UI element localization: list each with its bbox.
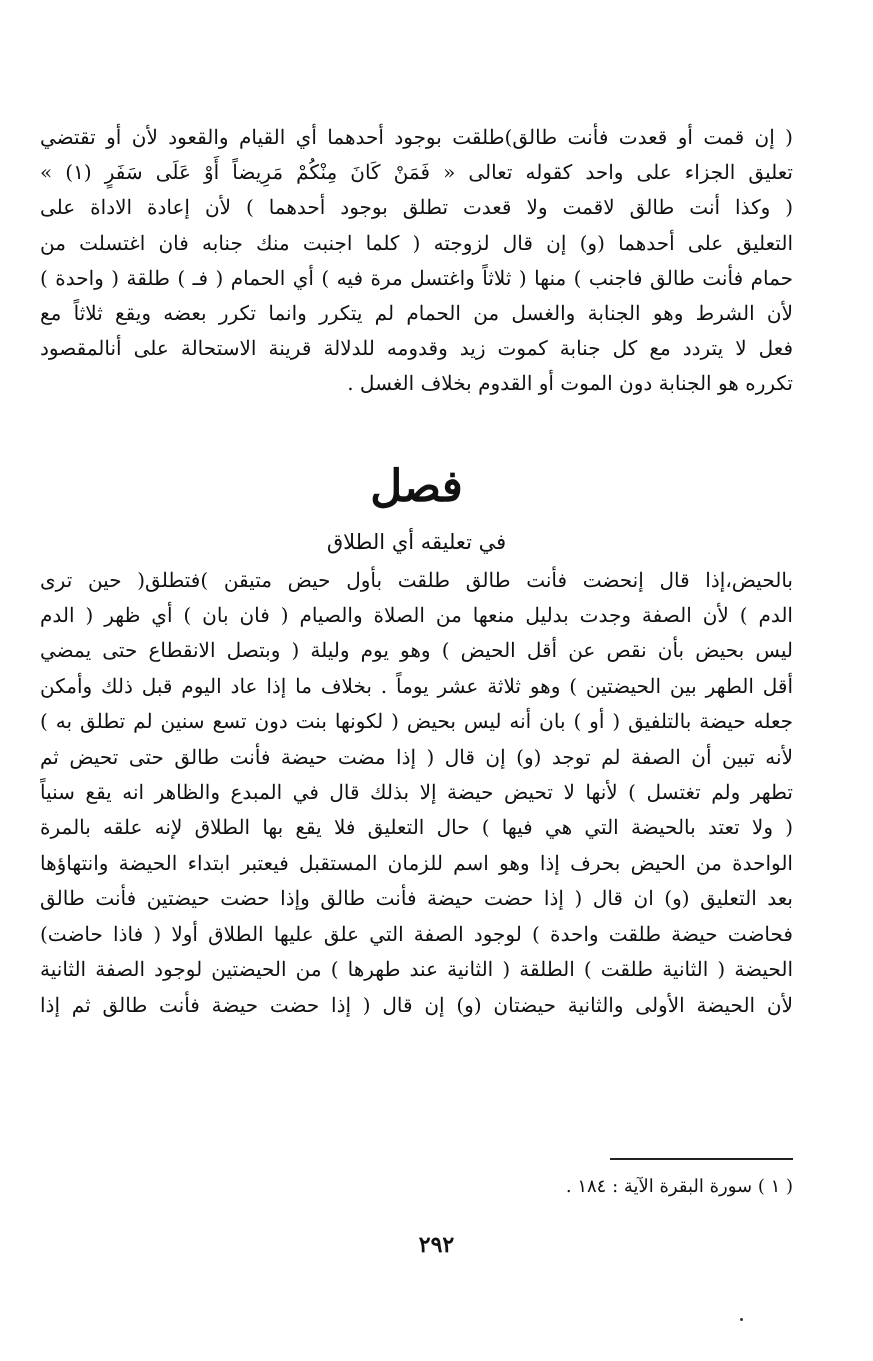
text-line: تطهر ولم تغتسل ) لأنها لا تحيض حيضة إلا بذلك قال في المبدع والظاهر انه يقع سنياً bbox=[40, 780, 793, 805]
text-line: تكرره هو الجنابة دون الموت أو القدوم بخلاف الغسل . bbox=[347, 371, 793, 396]
footnote-divider bbox=[610, 1158, 793, 1160]
text-line: ( وكذا أنت طالق لاقمت ولا قعدت تطلق بوجود أحدهما ) لأن إعادة الاداة على bbox=[40, 195, 793, 220]
text-line: تعليق الجزاء على واحد كقوله تعالى « فَمَنْ كَانَ مِنْكُمْ مَرِيضاً أَوْ عَلَى سَفَرٍ (١) » bbox=[40, 160, 793, 185]
paragraph-1 bbox=[40, 120, 793, 402]
text-line: لأنه تبين أن الصفة لم توجد (و) إن قال ( إذا مضت حيضة فأنت طالق حتى تحيض ثم bbox=[40, 744, 793, 769]
page-body bbox=[40, 120, 793, 1023]
section-subtitle: في تعليقه أي الطلاق bbox=[326, 529, 507, 554]
text-line: لأن الشرط وهو الجنابة والغسل من الحمام لم يتكرر وانما تكرر بعضه ويقع ثلاثاً مع bbox=[40, 301, 793, 326]
text-line: الحيضة ( الثانية طلقت ) الطلقة ( الثانية عند طهرها ) من الحيضتين لوجود الصفة الثانية bbox=[40, 957, 793, 982]
text-line: فحاضت حيضة طلقت واحدة ) لوجود الصفة التي علق عليها الطلاق أولا ( فاذا حاضت) bbox=[40, 921, 793, 946]
scan-speck bbox=[740, 1318, 743, 1321]
text-line: الدم ) لأن الصفة وجدت بدليل منعها من الصلاة والصيام ( فان بان ) أي ظهر ( الدم bbox=[40, 603, 793, 628]
text-line: بعد التعليق (و) ان قال ( إذا حضت حيضة فأنت طالق وإذا حضت حيضتين فأنت طالق bbox=[40, 886, 793, 911]
section-title: فصل bbox=[370, 460, 463, 512]
footnote: ( ١ ) سورة البقرة الآية : ١٨٤ . bbox=[565, 1176, 793, 1197]
text-line: ( ولا تعتد بالحيضة التي هي فيها ) حال التعليق فلا يقع بها الطلاق لإنه علقه بالمرة bbox=[40, 815, 793, 840]
text-line: بالحيض،إذا قال إنحضت فأنت طالق طلقت بأول حيض متيقن )فتطلق( حين ترى bbox=[40, 567, 793, 592]
page-number: ٢٩٢ bbox=[418, 1232, 455, 1258]
text-line: الواحدة من الحيض بحرف إذا وهو اسم للزمان المستقبل فيعتبر ابتداء الحيضة وانتهاؤها bbox=[40, 850, 793, 875]
text-line: أقل الطهر بين الحيضتين ) وهو ثلاثة عشر يوماً . بخلاف ما إذا عاد اليوم قبل ذلك وأمكن bbox=[40, 673, 793, 698]
text-line: جعله حيضة بالتلفيق ( أو ) بان أنه ليس بحيض ( لكونها بنت دون تسع سنين لم تطلق به ) bbox=[40, 709, 793, 734]
paragraph-2 bbox=[40, 563, 793, 1023]
text-line: لأن الحيضة الأولى والثانية حيضتان (و) إن قال ( إذا حضت حيضة فأنت طالق ثم إذا bbox=[40, 992, 793, 1017]
text-line: حمام فأنت طالق فاجنب ) منها ( ثلاثاً واغتسل مرة فيه ) أي الحمام ( فـ ) طلقة ( واحدة ) bbox=[40, 265, 793, 290]
text-line: التعليق على أحدهما (و) إن قال لزوجته ( كلما اجنبت منك جنابه فان اغتسلت من bbox=[40, 230, 793, 255]
text-line: ( إن قمت أو قعدت فأنت طالق)طلقت بوجود أحدهما أي القيام والقعود لأن أو تقتضي bbox=[40, 125, 793, 149]
text-line: فعل لا يتردد مع كل جنابة كموت زيد وقدومه للدلالة قرينة الاستحالة على أنالمقصود bbox=[40, 336, 793, 361]
text-line: ليس بحيض بأن نقص عن أقل الحيض ) وهو يوم وليلة ( وبتصل الانقطاع حتى يمضي bbox=[40, 638, 793, 663]
